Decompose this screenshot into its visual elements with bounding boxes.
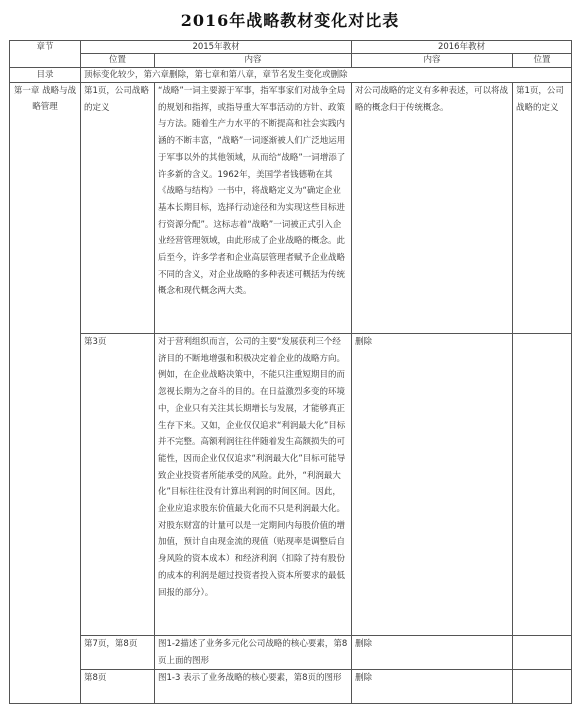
header-chapter: 章节	[10, 41, 81, 68]
table-row	[10, 636, 572, 670]
content-2015-cell	[155, 636, 352, 670]
position-2016-cell	[513, 670, 572, 704]
content-2015-text: “战略”一词主要源于军事，指军事家们对战争全局的规划和指挥，或指导重大军事活动的方针、政策与方法。随着生产力水平的不断提高和社会实践内涵的不断丰富，“战略”一词逐渐被人们广泛地运用于军事以外的其他领域，从而给“战略”一词增添了许多新的含义。1962年，美国学者钱德勒在其《战略与结构》一书中，将战略定义为“确定企业基本长期目标，选择行动途径和为实现这些目标进行资源分配”。这标志着“战略”一词被正式引入企业经营管理领域，由此形成了企业战略的概念。此后至今，许多学者和企业高层管理者赋予企业战略不同的含义，对企业战略的多种表述可概括为传统概念和现代概念两大类。	[158, 86, 346, 297]
header-content-2016: 内容	[352, 54, 513, 68]
header-row-columns	[10, 54, 572, 68]
comparison-table	[9, 40, 572, 704]
table-row	[10, 670, 572, 704]
header-2015: 2015年教材	[81, 41, 352, 54]
header-2016: 2016年教材	[352, 41, 572, 54]
content-2015-cell	[155, 83, 352, 334]
position-2015-cell: 第7页，第8页	[81, 636, 155, 670]
content-2015-text: 图1-3 表示了业务战略的核心要素，第8页的图形	[158, 673, 342, 683]
table-row	[10, 334, 572, 636]
content-2016-cell: 删除	[352, 636, 513, 670]
content-2016-cell: 对公司战略的定义有多种表述，可以将战略的概念归于传统概念。	[352, 83, 513, 334]
header-position-2015: 位置	[81, 54, 155, 68]
content-2016-cell: 删除	[352, 670, 513, 704]
position-2016-cell	[513, 334, 572, 636]
position-2016-cell	[513, 636, 572, 670]
content-2015-text: 图1-2描述了业务多元化公司战略的核心要素，第8页上面的图形	[158, 639, 348, 666]
header-row-years	[10, 41, 572, 54]
header-content-2015: 内容	[155, 54, 352, 68]
catalog-label: 目录	[10, 68, 81, 83]
content-2015-cell	[155, 670, 352, 704]
page-title: 2016年战略教材变化对比表	[180, 11, 400, 30]
header-position-2016: 位置	[513, 54, 572, 68]
catalog-row	[10, 68, 572, 83]
content-2016-cell: 删除	[352, 334, 513, 636]
position-2016-cell: 第1页，公司战略的定义	[513, 83, 572, 334]
position-2015-cell: 第1页，公司战略的定义	[81, 83, 155, 334]
table-row	[10, 83, 572, 334]
position-2015-cell: 第8页	[81, 670, 155, 704]
chapter-cell: 第一章 战略与战略管理	[10, 83, 81, 704]
content-2015-cell	[155, 334, 352, 636]
catalog-content: 顶标变化较少，第六章删除，第七章和第八章，章节名发生变化或删除	[81, 68, 572, 83]
position-2015-cell: 第3页	[81, 334, 155, 636]
content-2015-text: 对于营利组织而言，公司的主要“发展获利三个经济目的不断地增强和积极决定着企业的战略方向。例如，在企业战略决策中，不能只注重短期目的而忽视长期为之奋斗的目的。在日益激烈多变的环境中，企业只有关注其长期增长与发展，才能够真正生存下来。又如，企业仅仅追求“利润最大化”目标并不完整。高额利润往往伴随着发生高额损失的可能性，因而企业仅仅追求“利润最大化”目标可能导致企业投资者所能承受的风险。此外，“利润最大化”目标往往没有计算出利润的时间区间。因此，企业应追求股东价值最大化而不只是利润最大化。对股东财富的计量可以是一定期间内每股价值的增加值，预计自由现金流的现值（贴现率是调整后自身风险的资本成本）和经济利润（扣除了持有股份的成本的利润是超过投资者投入资本所要求的最低回报的部分）。	[158, 337, 346, 598]
